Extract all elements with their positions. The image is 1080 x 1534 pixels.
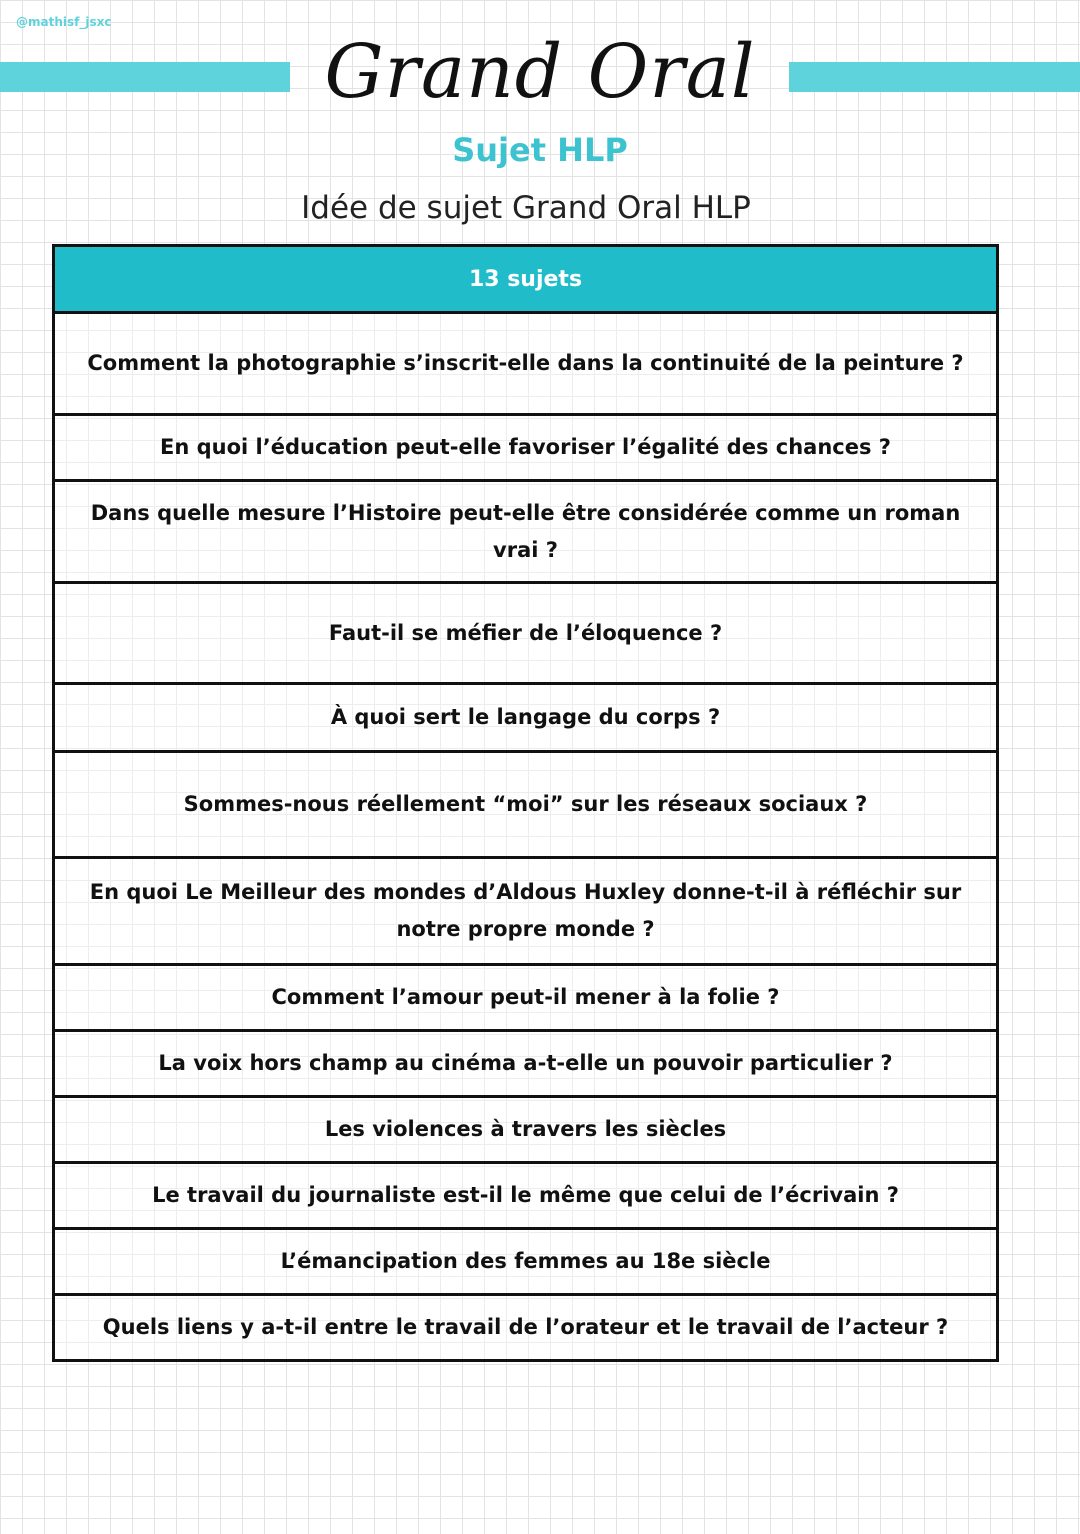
table-row [54,583,998,684]
topic-cell: En quoi l’éducation peut-elle favoriser l’égalité des chances ? [54,415,998,481]
topic-cell: Faut-il se méfier de l’éloquence ? [54,583,998,684]
topic-cell: La voix hors champ au cinéma a-t-elle un pouvoir particulier ? [54,1031,998,1097]
topic-cell: Comment l’amour peut-il mener à la folie ? [54,965,998,1031]
table-row [54,1097,998,1163]
table-row [54,1031,998,1097]
table-row [54,1229,998,1295]
topics-table [52,244,999,1362]
topic-cell: À quoi sert le langage du corps ? [54,684,998,752]
page-title: Grand Oral [324,29,756,115]
page-description: Idée de sujet Grand Oral HLP [301,190,751,226]
table-row [54,415,998,481]
topic-cell: Dans quelle mesure l’Histoire peut-elle être considérée comme un roman vrai ? [54,481,998,583]
topic-cell: Comment la photographie s’inscrit-elle dans la continuité de la peinture ? [54,313,998,415]
topic-cell: Les violences à travers les siècles [54,1097,998,1163]
table-row [54,481,998,583]
author-handle: @mathisf_jsxc [16,15,112,29]
table-row [54,313,998,415]
table-row [54,1163,998,1229]
table-row [54,752,998,858]
page-subtitle: Sujet HLP [452,131,628,169]
table-header: 13 sujets [54,246,998,313]
topic-cell: Le travail du journaliste est-il le même que celui de l’écrivain ? [54,1163,998,1229]
table-row [54,1295,998,1361]
topic-cell: Sommes-nous réellement “moi” sur les réseaux sociaux ? [54,752,998,858]
table-row [54,858,998,965]
table-row [54,684,998,752]
topic-cell: En quoi Le Meilleur des mondes d’Aldous Huxley donne-t-il à réfléchir sur notre propre monde ? [54,858,998,965]
topic-cell: Quels liens y a-t-il entre le travail de l’orateur et le travail de l’acteur ? [54,1295,998,1361]
table-header-row [54,246,998,313]
table-row [54,965,998,1031]
topic-cell: L’émancipation des femmes au 18e siècle [54,1229,998,1295]
